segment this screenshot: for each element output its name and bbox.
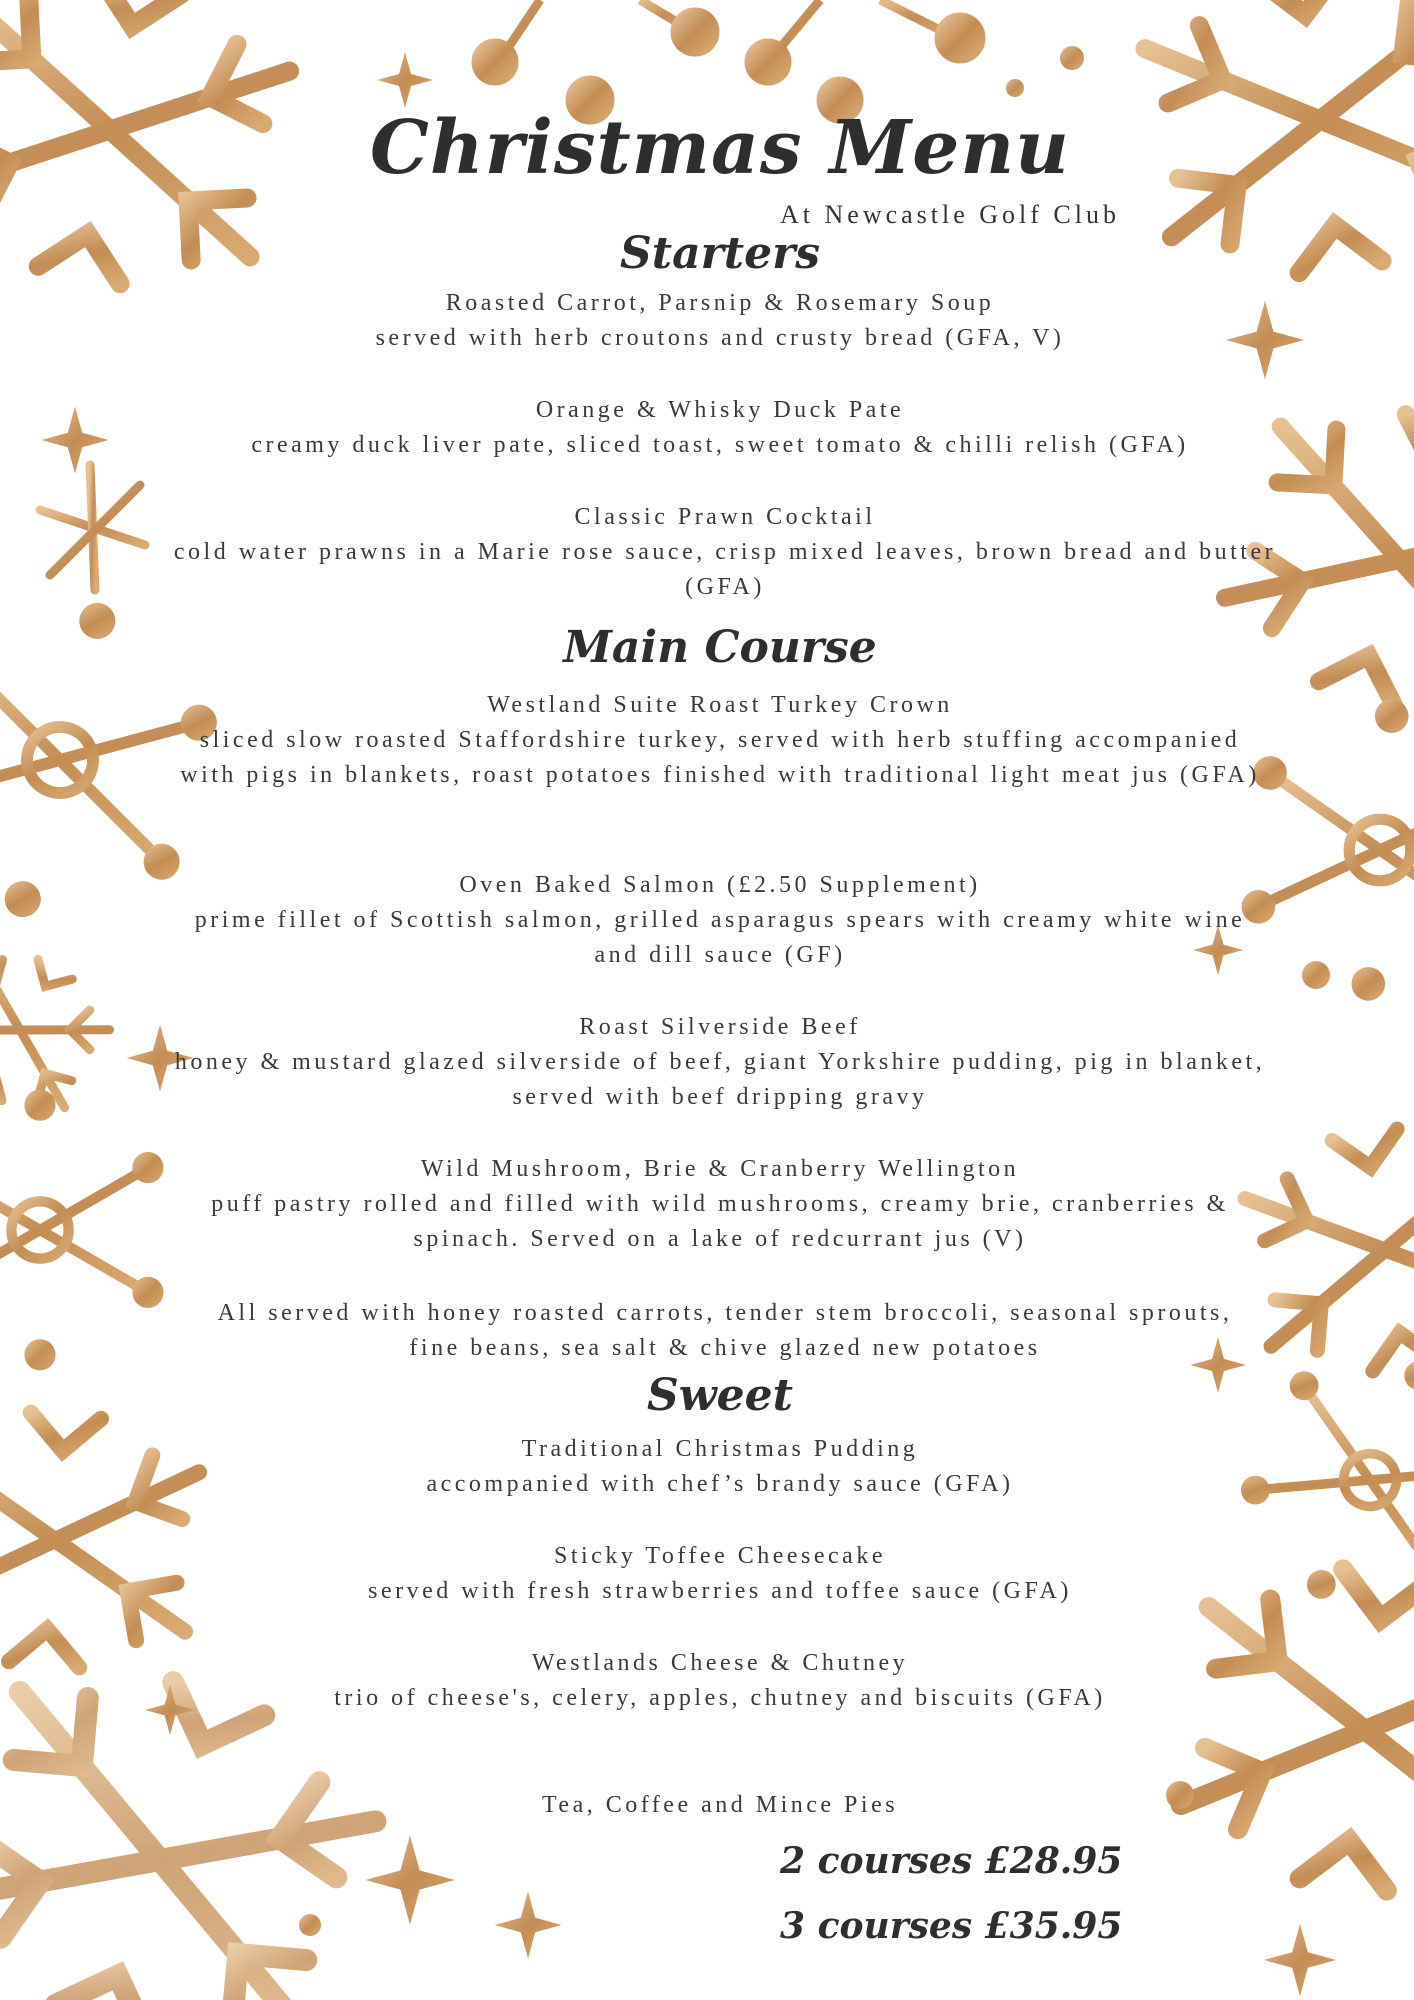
dish-name: Traditional Christmas Pudding [521, 1436, 919, 1462]
dish-desc: served with fresh strawberries and toffee sauce (GFA) [368, 1578, 1072, 1604]
dish-name: Wild Mushroom, Brie & Cranberry Wellington [420, 1156, 1020, 1182]
main-item-salmon [170, 868, 1270, 973]
dish-desc: honey & mustard glazed silverside of beef, giant Yorkshire pudding, pig in blanket, served with beef dripping gravy [174, 1049, 1266, 1110]
dish-name: Roasted Carrot, Parsnip & Rosemary Soup [445, 290, 995, 316]
dish-desc: puff pastry rolled and filled with wild mushrooms, creamy brie, cranberries & spinach. Served on a lake of redcurrant jus (V) [211, 1191, 1229, 1252]
starter-item-prawn [160, 500, 1290, 605]
sweet-item-pudding [150, 1432, 1290, 1502]
dish-desc: creamy duck liver pate, sliced toast, sweet tomato & chilli relish (GFA) [251, 432, 1189, 458]
starter-item-soup [150, 286, 1290, 356]
sweet-item-cheesecake [150, 1539, 1290, 1609]
dish-name: Westland Suite Roast Turkey Crown [487, 692, 953, 718]
dish-name: Westlands Cheese & Chutney [531, 1650, 909, 1676]
price-two-courses: 2 courses £28.95 [780, 1840, 1123, 1882]
extras-line: Tea, Coffee and Mince Pies [541, 1792, 899, 1818]
starter-item-pate [150, 393, 1290, 463]
main-item-wellington [170, 1152, 1270, 1257]
starters-heading: Starters [619, 228, 821, 279]
main-item-beef [170, 1010, 1270, 1115]
dish-desc: prime fillet of Scottish salmon, grilled asparagus spears with creamy white wine and dill sauce (GF) [194, 907, 1246, 968]
dish-name: Sticky Toffee Cheesecake [553, 1543, 886, 1569]
dish-desc: trio of cheese's, celery, apples, chutney and biscuits (GFA) [334, 1685, 1106, 1711]
sweet-item-cheese [150, 1646, 1290, 1716]
main-accompaniments-note: All served with honey roasted carrots, tender stem broccoli, seasonal sprouts, fine beans, sea salt & chive glazed new potatoes [217, 1300, 1233, 1361]
dish-desc: accompanied with chef’s brandy sauce (GFA) [426, 1471, 1014, 1497]
price-three-courses: 3 courses £35.95 [780, 1905, 1123, 1947]
dish-name: Classic Prawn Cocktail [574, 504, 876, 530]
dish-name: Oven Baked Salmon (£2.50 Supplement) [459, 872, 981, 898]
dish-desc: cold water prawns in a Marie rose sauce, crisp mixed leaves, brown bread and butter (GFA) [173, 539, 1277, 600]
menu-subtitle: At Newcastle Golf Club [780, 200, 1121, 229]
dish-name: Orange & Whisky Duck Pate [535, 397, 905, 423]
main-item-turkey [170, 688, 1270, 793]
menu-content [150, 0, 1290, 2000]
dish-desc: sliced slow roasted Staffordshire turkey, served with herb stuffing accompanied with pigs in blankets, roast potatoes finished with traditional light meat jus (GFA) [180, 727, 1260, 788]
sweet-heading: Sweet [647, 1370, 793, 1421]
dish-desc: served with herb croutons and crusty bread (GFA, V) [375, 325, 1065, 351]
dish-name: Roast Silverside Beef [579, 1014, 861, 1040]
main-course-heading: Main Course [563, 622, 877, 673]
menu-title: Christmas Menu [370, 105, 1070, 191]
